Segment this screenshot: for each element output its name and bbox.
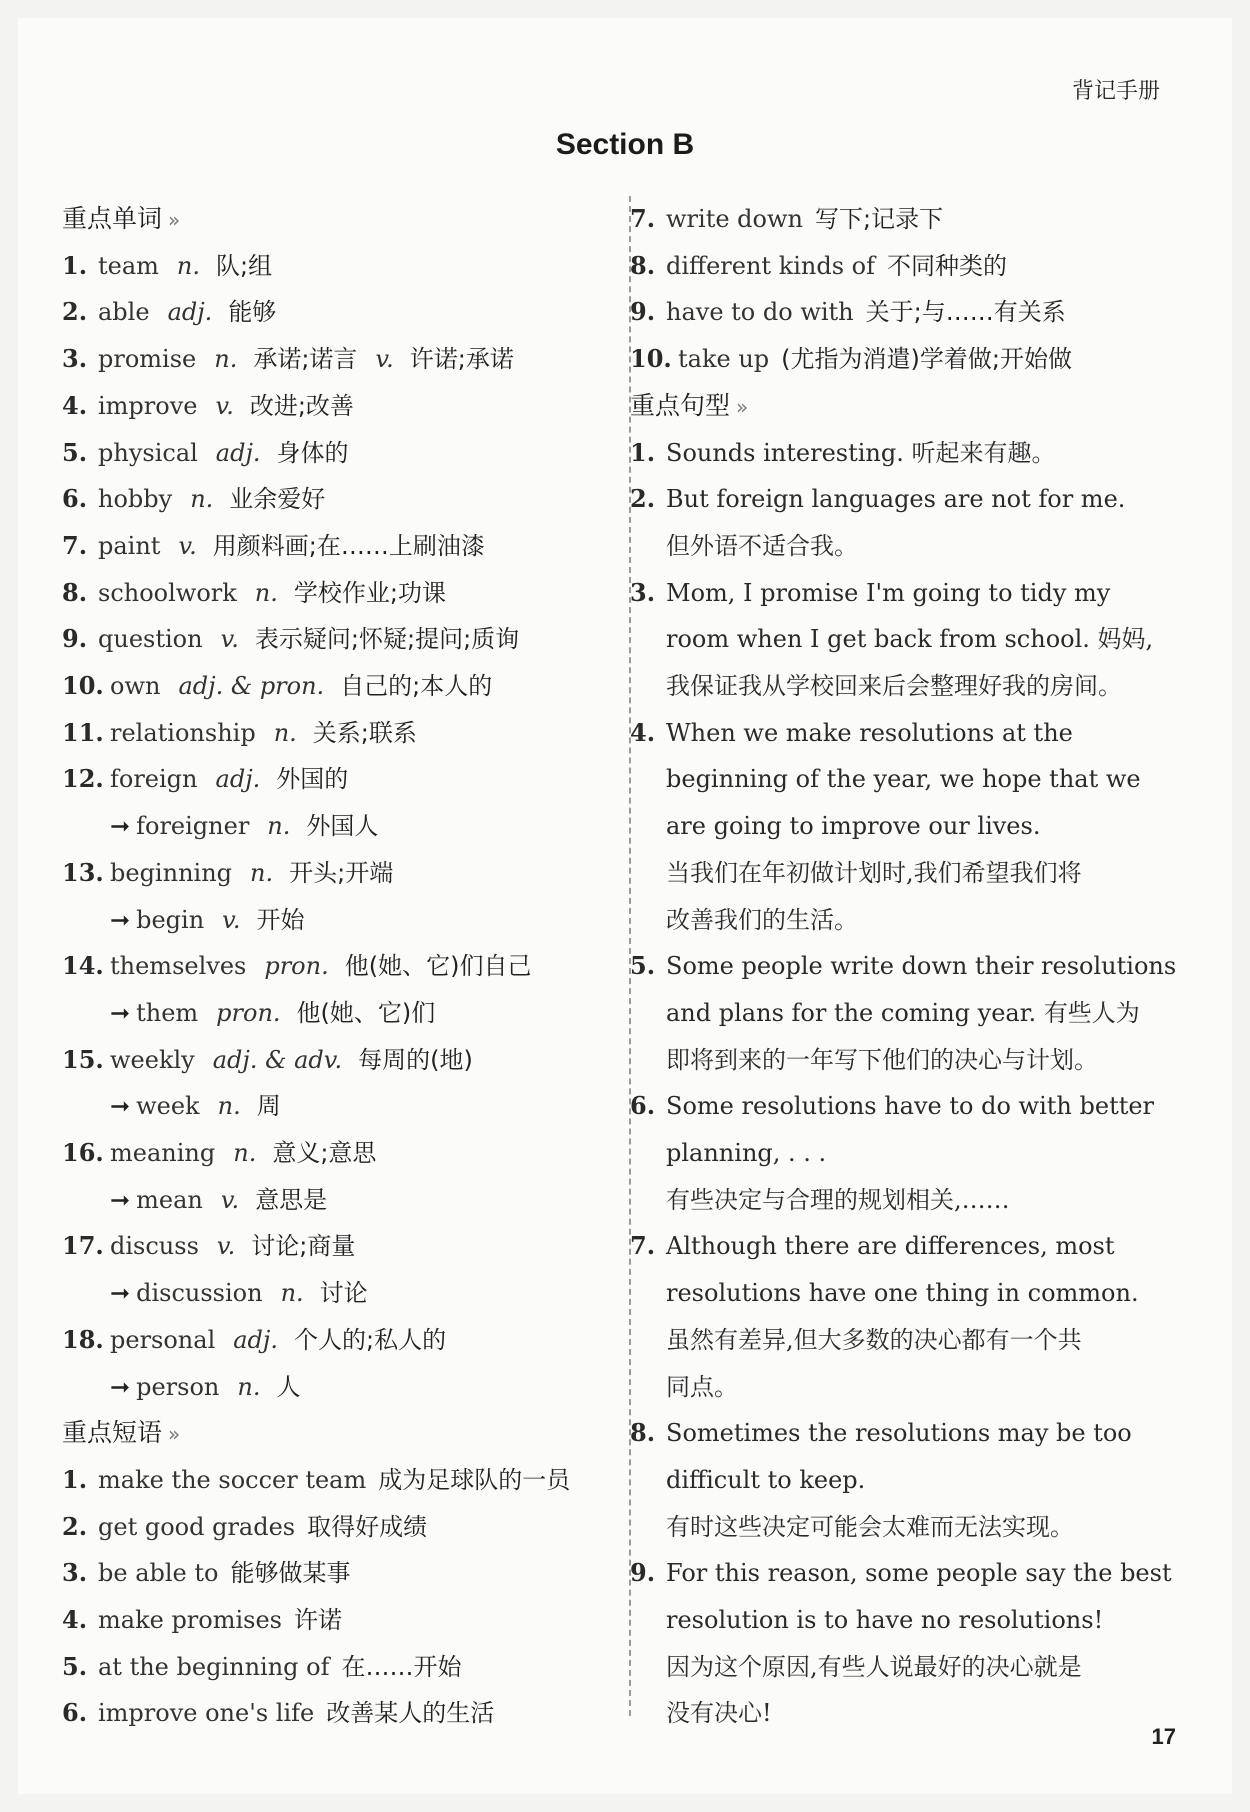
word-english: team [98,251,159,280]
key-phrases-heading: 重点短语 » [62,1418,181,1448]
sentence-body [666,1550,1178,1737]
part-of-speech: n. [273,718,297,747]
phrase-english: write down [666,205,803,233]
entry-number: 5. [630,951,656,981]
entry-number: 5. [62,437,88,467]
sentence-line: But foreign languages are not for me. [666,485,1126,514]
word-entry [62,616,614,663]
word-english: physical [98,438,198,467]
entry-number: 18. [62,1324,104,1354]
phrase-entry-body [98,1690,614,1737]
part-of-speech: v. [375,345,394,374]
sentence-line: and plans for the coming year. 有些人为 [666,998,1140,1027]
word-chinese: 承诺;诺言 [253,345,358,374]
word-entry [62,850,614,897]
word-english: weekly [110,1045,195,1074]
phrase-chinese: 关于;与……有关系 [865,298,1066,327]
phrase-chinese: 写下;记录下 [814,205,944,233]
word-entry [62,663,614,710]
phrase-entry [62,1690,614,1737]
sentence-line: 虽然有差异,但大多数的决心都有一个共 [666,1325,1082,1354]
sentence-body [666,570,1178,710]
word-entry-body [110,710,614,757]
sentence-line: resolutions have one thing in common. [666,1279,1139,1308]
sentence-line: Some people write down their resolutions [666,952,1177,981]
entry-number: 7. [630,204,656,233]
entry-number: 2. [62,1511,88,1541]
word-english: foreigner [136,812,250,841]
sentence-line: 当我们在年初做计划时,我们希望我们将 [666,858,1082,887]
key-words-heading: 重点单词 » [62,204,181,233]
part-of-speech: v. [178,531,197,560]
word-entry-body [98,243,614,290]
entry-number: 14. [62,951,104,981]
word-entry [62,1317,614,1364]
sentence-entry [630,1083,1178,1223]
word-entry-body [110,663,614,710]
word-english: meaning [110,1139,216,1168]
word-chinese: 意思是 [255,1185,328,1214]
sentence-entry [630,570,1178,710]
arrow-icon: ➞ [110,998,131,1027]
word-entry-body [98,476,614,523]
word-chinese: 讨论;商量 [251,1232,356,1261]
entry-number: 13. [62,857,104,887]
word-english: paint [98,531,161,560]
phrase-english: have to do with [666,298,854,327]
entry-number: 5. [62,1651,88,1681]
arrow-icon: ➞ [110,1092,131,1121]
entry-number: 7. [62,530,88,560]
word-english: able [98,298,150,327]
phrase-entry-body [98,1457,614,1504]
sentence-line: resolution is to have no resolutions! [666,1606,1104,1635]
word-entry [62,476,614,523]
entry-number: 16. [62,1138,104,1168]
sentence-line: Sometimes the resolutions may be too [666,1419,1132,1448]
word-english: discussion [136,1279,263,1308]
word-entry [62,336,614,383]
sentence-line: 但外语不适合我。 [666,531,858,560]
entry-number: 9. [62,624,88,654]
word-chinese: 开头;开端 [289,858,394,887]
word-entry [62,756,614,803]
word-english: foreign [110,765,198,794]
word-entry-body [110,756,614,803]
arrow-icon: ➞ [110,1185,131,1214]
part-of-speech: v. [215,391,234,420]
word-chinese: 自己的;本人的 [340,672,493,701]
word-chinese: 表示疑问;怀疑;提问;质询 [254,625,520,654]
derived-word-entry [62,1083,614,1130]
phrase-entry [62,1457,614,1504]
entry-number: 8. [630,250,656,280]
part-of-speech: adj. [215,765,261,794]
word-chinese: 他(她、它)们 [296,998,436,1027]
phrase-entry [630,336,1178,383]
left-column [62,196,614,1737]
phrase-chinese: 成为足球队的一员 [378,1465,571,1494]
word-chinese: 每周的(地) [358,1045,473,1074]
sentence-entry [630,710,1178,944]
part-of-speech: n. [250,858,274,887]
chevron-icon: » [736,394,749,419]
sentence-line: difficult to keep. [666,1465,866,1494]
word-chinese: 意义;意思 [272,1139,377,1168]
sentence-body [666,430,1178,477]
part-of-speech: pron. [216,998,281,1027]
phrase-english: take up [678,345,770,374]
sentence-line: 因为这个原因,有些人说最好的决心就是 [666,1652,1082,1681]
sentence-entry [630,476,1178,569]
phrase-chinese: 许诺 [294,1606,342,1635]
entry-number: 8. [630,1418,656,1448]
phrase-entry-body [98,1597,614,1644]
sentence-line: 有些决定与合理的规划相关,…… [666,1185,1010,1214]
word-english: discuss [110,1232,199,1261]
word-entry-body [110,1130,614,1177]
sentence-line: 即将到来的一年写下他们的决心与计划。 [666,1045,1098,1074]
sentence-entry [630,430,1178,477]
word-entry-body [98,616,614,663]
derived-word-entry [62,803,614,850]
section-title: Section B [555,128,695,161]
word-english: personal [110,1325,216,1354]
part-of-speech: n. [280,1279,304,1308]
sentence-line: Some resolutions have to do with better [666,1092,1155,1121]
phrase-english: be able to [98,1559,219,1588]
sentence-line: beginning of the year, we hope that we [666,765,1141,794]
word-entry-body [110,1317,614,1364]
arrow-icon: ➞ [110,905,131,934]
word-entry [62,570,614,617]
phrase-entry [62,1644,614,1691]
word-entry [62,1130,614,1177]
word-chinese: 他(她、它)们自己 [344,952,532,981]
phrase-entry-body [666,289,1178,336]
word-chinese: 学校作业;功课 [293,578,446,607]
word-english: hobby [98,485,173,514]
part-of-speech: adj. & pron. [178,672,325,701]
phrase-entry-body [678,336,1178,383]
word-english: them [136,998,199,1027]
word-entry [62,1037,614,1084]
word-entry-body [110,1223,614,1270]
word-english: own [110,672,161,701]
entry-number: 12. [62,764,104,794]
workbook-page [18,18,1232,1794]
phrase-entry-body [666,196,1178,243]
word-entry-body [110,850,614,897]
phrase-chinese: 不同种类的 [887,251,1008,280]
word-english: themselves [110,952,247,981]
key-phrases-list [62,1457,614,1737]
phrase-english: improve one's life [98,1699,315,1728]
phrase-entry-body [98,1644,614,1691]
part-of-speech: n. [190,485,214,514]
word-chinese: 队;组 [216,251,273,280]
entry-number: 10. [62,671,104,701]
entry-number: 6. [62,484,88,514]
right-column [630,196,1178,1737]
part-of-speech: adj. [215,438,261,467]
phrase-entry [62,1504,614,1551]
sentence-line: When we make resolutions at the [666,718,1073,747]
part-of-speech: n. [267,812,291,841]
word-entry-body [98,430,614,477]
word-entry [62,289,614,336]
phrase-entry [62,1550,614,1597]
part-of-speech: n. [214,345,238,374]
entry-number: 1. [62,250,88,280]
key-words-list [62,243,614,1411]
part-of-speech: adj. & adv. [212,1045,343,1074]
sentence-line: room when I get back from school. 妈妈, [666,625,1154,654]
entry-number: 15. [62,1044,104,1074]
part-of-speech: adj. [233,1325,278,1354]
word-english: mean [136,1185,203,1214]
entry-number: 9. [630,1558,656,1588]
entry-number: 4. [62,1605,88,1635]
key-phrases-list-continued [630,196,1178,383]
sentence-line: 没有决心! [666,1699,772,1728]
sentence-body [666,710,1178,944]
entry-number: 9. [630,297,656,327]
word-english: relationship [110,718,256,747]
entry-number: 1. [62,1464,88,1494]
word-entry [62,430,614,477]
word-entry-body [98,383,614,430]
part-of-speech: n. [254,578,278,607]
word-entry-body [98,289,614,336]
word-chinese: 个人的;私人的 [294,1325,447,1354]
word-english: person [136,1372,220,1401]
sentence-line: 有时这些决定可能会太难而无法实现。 [666,1512,1074,1541]
chevron-icon: » [168,1422,181,1447]
sentence-entry [630,943,1178,1083]
sentence-line: Although there are differences, most [666,1232,1115,1261]
word-entry-body [98,523,614,570]
arrow-icon: ➞ [110,1279,131,1308]
sentence-line: 改善我们的生活。 [666,905,858,934]
sentence-body [666,476,1178,569]
part-of-speech: n. [217,1092,241,1121]
sentence-line: are going to improve our lives. [666,812,1041,841]
entry-number: 6. [62,1698,88,1728]
word-chinese: 关系;联系 [312,718,417,747]
sentence-line: For this reason, some people say the best [666,1559,1172,1588]
entry-number: 2. [630,484,656,514]
phrase-chinese: 改善某人的生活 [326,1699,495,1728]
word-english: promise [98,345,197,374]
word-entry [62,943,614,990]
sentence-body [666,1223,1178,1410]
word-entry-body [110,1037,614,1084]
sentence-line: planning, . . . [666,1139,827,1168]
entry-number: 6. [630,1091,656,1121]
word-chinese: 改进;改善 [249,391,354,420]
word-chinese: 用颜料画;在……上刷油漆 [212,531,485,560]
part-of-speech: n. [237,1372,261,1401]
word-english: begin [136,905,205,934]
word-english: improve [98,391,198,420]
word-english: schoolwork [98,578,237,607]
word-chinese: 讨论 [319,1279,368,1308]
sentence-line: Mom, I promise I'm going to tidy my [666,578,1111,607]
phrase-english: different kinds of [666,251,876,280]
entry-number: 4. [62,390,88,420]
part-of-speech: adj. [167,298,213,327]
phrase-english: get good grades [98,1512,296,1541]
derived-word-entry [62,897,614,944]
part-of-speech: n. [233,1139,257,1168]
word-english: week [136,1092,200,1121]
sentence-body [666,1083,1178,1223]
phrase-chinese: 取得好成绩 [307,1512,428,1541]
entry-number: 17. [62,1231,104,1261]
word-chinese: 外国的 [276,765,349,794]
entry-number: 4. [630,717,656,747]
entry-number: 10. [630,344,672,374]
phrase-chinese: (尤指为消遣)学着做;开始做 [781,345,1072,374]
word-chinese: 外国人 [306,812,379,841]
part-of-speech: v. [216,1232,236,1261]
phrase-entry-body [98,1550,614,1597]
key-sentences-heading: 重点句型 » [630,390,749,420]
arrow-icon: ➞ [110,1372,131,1401]
phrase-entry-body [666,243,1178,290]
sentence-line: 我保证我从学校回来后会整理好我的房间。 [666,672,1122,701]
word-chinese: 能够 [228,298,277,327]
phrase-english: make the soccer team [98,1465,367,1494]
sentence-entry [630,1223,1178,1410]
entry-number: 3. [62,344,88,374]
derived-word-entry [62,1270,614,1317]
entry-number: 8. [62,577,88,607]
sentence-entry [630,1410,1178,1550]
part-of-speech: v. [220,625,239,654]
page-number: 17 [1151,1724,1176,1749]
sentence-body [666,1410,1178,1550]
word-chinese: 周 [256,1092,281,1121]
entry-number: 1. [630,437,656,467]
key-sentences-list [630,430,1178,1738]
word-entry [62,523,614,570]
arrow-icon: ➞ [110,812,131,841]
word-chinese: 业余爱好 [229,485,326,514]
entry-number: 3. [630,577,656,607]
word-chinese: 身体的 [276,438,349,467]
entry-number: 7. [630,1231,656,1261]
word-english: beginning [110,858,233,887]
phrase-entry [62,1597,614,1644]
phrase-entry [630,289,1178,336]
entry-number: 3. [62,1558,88,1588]
word-entry-body [98,336,614,383]
phrase-entry-body [98,1504,614,1551]
phrase-chinese: 在……开始 [341,1652,462,1681]
sentence-entry [630,1550,1178,1737]
chevron-icon: » [168,208,181,232]
part-of-speech: pron. [264,952,329,981]
sentence-line: 同点。 [666,1372,738,1401]
derived-word-entry [62,990,614,1037]
phrase-entry [630,243,1178,290]
phrase-chinese: 能够做某事 [230,1559,351,1588]
word-chinese: 开始 [256,905,305,934]
word-entry-body [98,570,614,617]
word-entry [62,243,614,290]
phrase-english: make promises [98,1606,282,1635]
word-entry [62,1223,614,1270]
part-of-speech: n. [176,251,201,280]
word-entry [62,710,614,757]
phrase-english: at the beginning of [98,1652,330,1681]
sentence-body [666,943,1178,1083]
entry-number: 11. [62,717,104,747]
part-of-speech: v. [222,905,241,934]
derived-word-entry [62,1364,614,1411]
word-entry-body [110,943,614,990]
word-entry [62,383,614,430]
phrase-entry [630,196,1178,243]
word-chinese: 人 [276,1372,301,1401]
part-of-speech: v. [220,1185,240,1214]
entry-number: 2. [62,297,88,327]
book-section-label: 背记手册 [1071,79,1160,104]
word-chinese: 许诺;承诺 [409,345,514,374]
derived-word-entry [62,1177,614,1224]
sentence-line: Sounds interesting. 听起来有趣。 [666,438,1056,467]
word-english: question [98,625,203,654]
